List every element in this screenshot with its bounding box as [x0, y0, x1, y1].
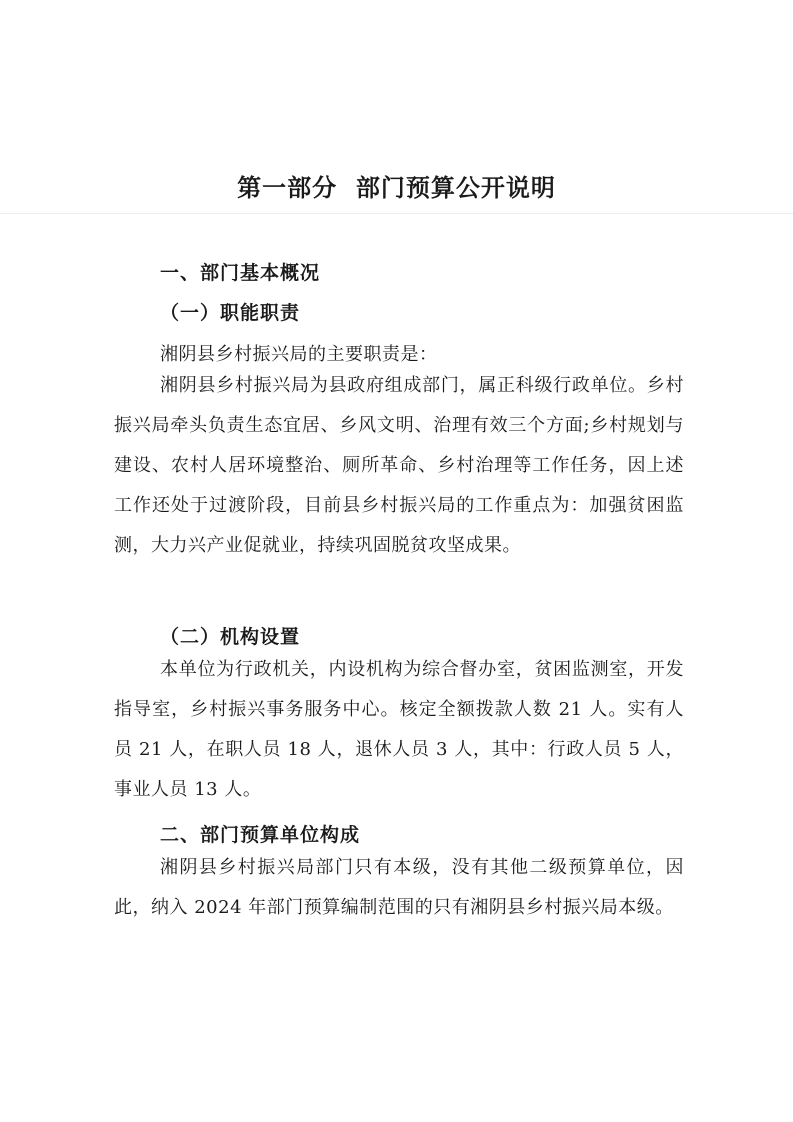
duties-intro-line: 湘阴县乡村振兴局的主要职责是： — [160, 344, 438, 365]
budget-units-paragraph: 湘阴县乡村振兴局部门只有本级，没有其他二级预算单位，因此，纳入 2024 年部门预算编制范围的只有湘阴县乡村振兴局本级。 — [114, 857, 684, 918]
section-heading-budget-units: 二、部门预算单位构成 — [160, 824, 361, 846]
section-heading-basic-overview: 一、部门基本概况 — [160, 262, 321, 284]
organization-paragraph: 本单位为行政机关，内设机构为综合督办室，贫困监测室，开发指导室，乡村振兴事务服务中心。核定全额拨款人数 21 人。实有人员 21 人，在职人员 18 人，退休人员 3 人，其中：行政人员 5 人，事业人员 13 人。 — [114, 659, 684, 800]
page-title: 第一部分 部门预算公开说明 — [237, 173, 556, 202]
subsection-heading-functions: （一）职能职责 — [160, 302, 301, 324]
subsection-heading-organization: （二）机构设置 — [160, 626, 301, 648]
duties-paragraph: 湘阴县乡村振兴局为县政府组成部门，属正科级行政单位。乡村振兴局牵头负责生态宜居、乡风文明、治理有效三个方面;乡村规划与建设、农村人居环境整治、厕所革命、乡村治理等工作任务，因上述工作还处于过渡阶段，目前县乡村振兴局的工作重点为：加强贫困监测，大力兴产业促就业，持续巩固脱贫攻坚成果。 — [114, 375, 684, 556]
scan-fold-line — [0, 213, 793, 214]
